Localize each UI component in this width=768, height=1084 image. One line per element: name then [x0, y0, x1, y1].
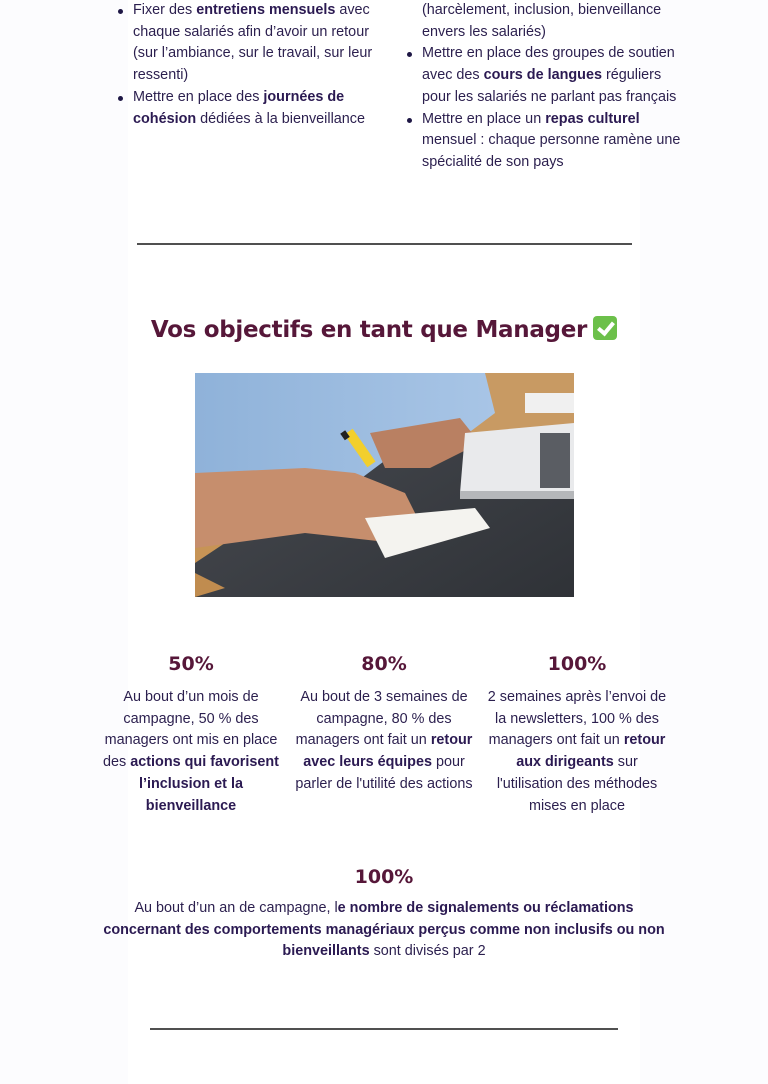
text-segment: Mettre en place un — [422, 110, 546, 127]
bold-text: journées de cohésion — [133, 88, 345, 127]
stat-value: 100% — [547, 653, 607, 675]
text-segment: dédiées à la bienveillance — [196, 110, 365, 127]
stat-block-1 — [96, 653, 286, 817]
stat-description — [482, 687, 672, 817]
bold-text: actions qui favorisent l’inclusion et la bienveillance — [130, 754, 279, 814]
bold-text: cours de langues — [483, 67, 602, 84]
bold-text: retour avec leurs équipes — [303, 732, 473, 771]
list-item — [422, 109, 682, 174]
photo-illustration — [195, 373, 574, 597]
list-item — [422, 43, 682, 108]
text-segment: sur l'utilisation des méthodes mises en place — [496, 754, 658, 814]
bold-text: retour aux dirigeants — [516, 732, 666, 771]
text-segment: avec chaque salariés afin d’avoir un retour (sur l’ambiance, sur le travail, sur leur ressenti) — [133, 2, 373, 84]
stat-value: 80% — [361, 653, 407, 675]
stat-description — [289, 687, 479, 796]
stat-block-3 — [482, 653, 672, 817]
list-continuation-text: (harcèlement, inclusion, bienveillance envers les salariés) — [422, 2, 662, 40]
stat-value: 100% — [354, 866, 414, 888]
intro-list-left — [133, 0, 393, 130]
stat-value: 50% — [168, 653, 214, 675]
bold-text: e nombre de signalements ou réclamations concernant des comportements managériaux perçus comme non inclusifs ou non bienveillants — [103, 900, 665, 960]
text-segment: mensuel : chaque personne ramène une spécialité de son pays — [422, 132, 681, 170]
stat-block-2 — [289, 653, 479, 796]
stat-description — [96, 687, 286, 817]
text-segment: réguliers pour les salariés ne parlant pas français — [422, 67, 677, 105]
list-item — [133, 0, 393, 87]
text-segment: Mettre en place des — [133, 88, 264, 105]
final-stat-block — [100, 866, 668, 963]
text-segment: 2 semaines après l’envoi de la newsletters, 100 % des managers ont fait un — [487, 689, 667, 749]
text-segment: Au bout d’un mois de campagne, 50 % des managers ont mis en place des — [103, 689, 278, 771]
intro-list-right — [422, 0, 682, 174]
bold-text: repas culturel — [545, 110, 640, 127]
text-segment: Au bout d’un an de campagne, l — [134, 900, 338, 916]
manager-writing-photo — [195, 373, 574, 597]
text-segment: Fixer des — [133, 2, 197, 18]
text-segment: pour parler de l'utilité des actions — [295, 754, 473, 792]
list-item — [133, 87, 393, 130]
check-mark-icon — [593, 316, 617, 340]
bold-text: entretiens mensuels — [196, 2, 336, 18]
text-segment: Au bout de 3 semaines de campagne, 80 % des managers ont fait un — [295, 689, 468, 749]
section-title — [0, 316, 768, 343]
stat-description — [100, 898, 668, 963]
section-divider — [137, 243, 632, 245]
text-segment: Mettre en place des groupes de soutien avec des — [422, 45, 675, 84]
text-segment: sont divisés par 2 — [369, 943, 486, 960]
section-divider — [150, 1028, 618, 1030]
section-title-text: Vos objectifs en tant que Manager — [150, 317, 588, 343]
